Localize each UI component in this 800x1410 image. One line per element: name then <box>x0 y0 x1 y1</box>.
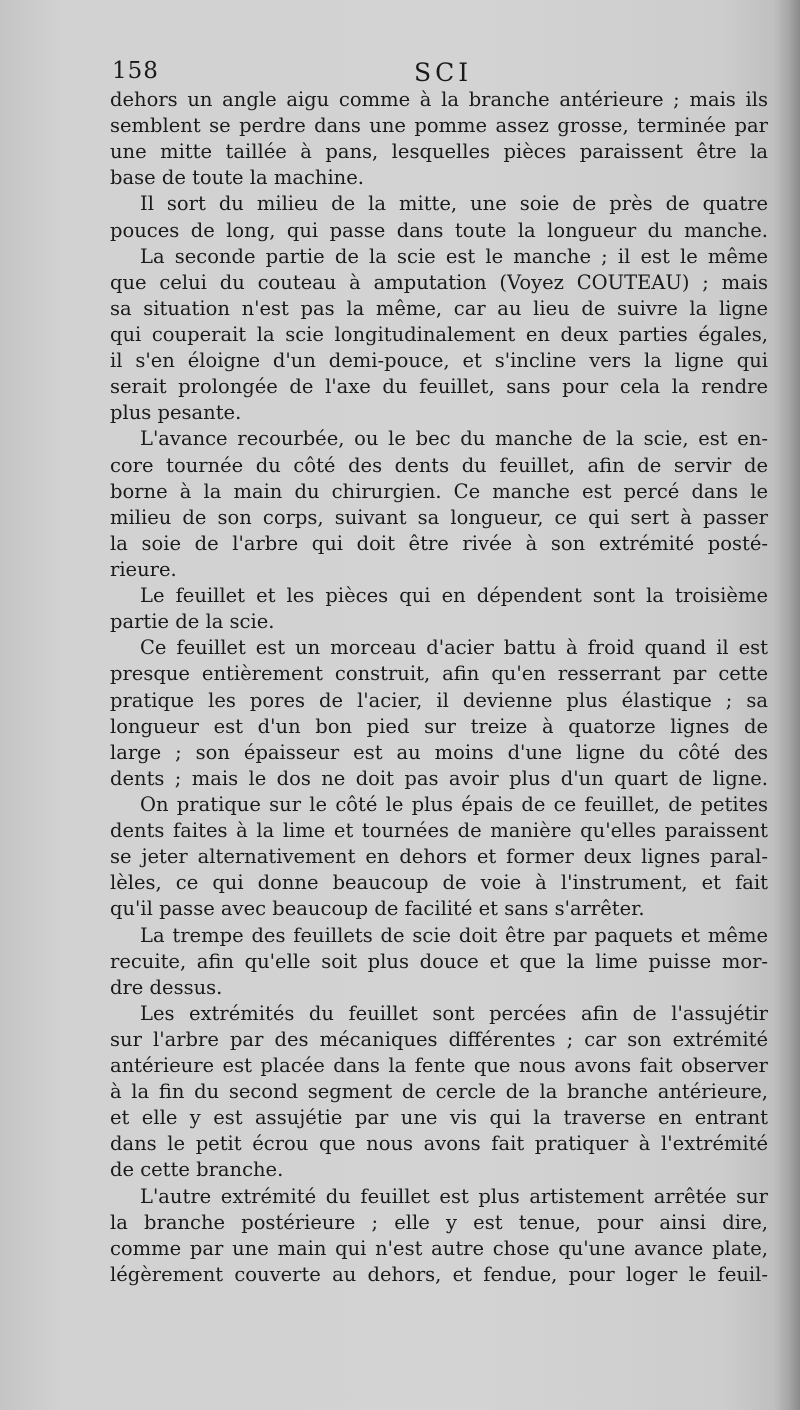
text-line: lèles, ce qui donne beaucoup de voie à l'instrument, et fait <box>110 871 768 895</box>
text-line: Les extrémités du feuillet sont percées afin de l'assujétir <box>140 1001 768 1025</box>
text-line: L'avance recourbée, ou le bec du manche de la scie, est en- <box>140 427 768 451</box>
text-line: de cette branche. <box>110 1158 284 1182</box>
text-line: une mitte taillée à pans, lesquelles pièces paraissent être la <box>110 140 768 164</box>
text-line: il s'en éloigne d'un demi-pouce, et s'incline vers la ligne qui <box>110 349 768 373</box>
text-line: borne à la main du chirurgien. Ce manche est percé dans le <box>110 479 768 503</box>
text-line: semblent se perdre dans une pomme assez grosse, terminée par <box>110 114 768 138</box>
text-line: Il sort du milieu de la mitte, une soie de près de quatre <box>140 192 768 216</box>
text-line: pratique les pores de l'acier, il devienne plus élastique ; sa <box>110 688 768 712</box>
text-line: se jeter alternativement en dehors et former deux lignes paral- <box>110 845 768 869</box>
text-line: sur l'arbre par des mécaniques différentes ; car son extrémité <box>110 1027 768 1051</box>
text-line: milieu de son corps, suivant sa longueur, ce qui sert à passer <box>110 505 768 529</box>
text-line: comme par une main qui n'est autre chose qu'une avance plate, <box>110 1236 768 1260</box>
text-line: dre dessus. <box>110 975 223 999</box>
text-line: pouces de long, qui passe dans toute la longueur du manche. <box>110 218 768 242</box>
text-line: dehors un angle aigu comme à la branche antérieure ; mais ils <box>110 88 768 111</box>
running-head: SCI <box>414 58 473 87</box>
text-line: base de toute la machine. <box>110 166 364 190</box>
text-line: large ; son épaisseur est au moins d'une ligne du côté des <box>110 740 768 764</box>
text-line: serait prolongée de l'axe du feuillet, sans pour cela la rendre <box>110 375 768 399</box>
text-line: recuite, afin qu'elle soit plus douce et que la lime puisse mor- <box>110 949 768 973</box>
text-line: La trempe des feuillets de scie doit être par paquets et même <box>140 923 768 947</box>
text-line: à la fin du second segment de cercle de la branche antérieure, <box>110 1080 768 1104</box>
text-line: On pratique sur le côté le plus épais de ce feuillet, de petites <box>140 792 768 816</box>
text-line: longueur est d'un bon pied sur treize à quatorze lignes de <box>110 714 768 738</box>
text-line: légèrement couverte au dehors, et fendue, pour loger le feuil- <box>110 1262 768 1286</box>
text-line: presque entièrement construit, afin qu'en resserrant par cette <box>110 662 768 686</box>
text-line: rieure. <box>110 557 177 581</box>
text-line: core tournée du côté des dents du feuillet, afin de servir de <box>110 453 768 477</box>
page-gutter-shadow <box>774 0 800 1410</box>
text-line: et elle y est assujétie par une vis qui la traverse en entrant <box>110 1106 768 1130</box>
text-line: La seconde partie de la scie est le manche ; il est le même <box>140 244 768 268</box>
text-line: dents ; mais le dos ne doit pas avoir plus d'un quart de ligne. <box>110 766 768 790</box>
text-line: que celui du couteau à amputation (Voyez COUTEAU) ; mais <box>110 270 768 294</box>
text-line: L'autre extrémité du feuillet est plus artistement arrêtée sur <box>140 1184 768 1208</box>
text-line: qui couperait la scie longitudinalement en deux parties égales, <box>110 322 768 346</box>
body-text <box>110 87 768 1288</box>
text-line: partie de la scie. <box>110 610 275 634</box>
text-line: plus pesante. <box>110 401 242 425</box>
text-line: antérieure est placée dans la fente que nous avons fait observer <box>110 1054 768 1078</box>
text-line: dents faites à la lime et tournées de manière qu'elles paraissent <box>110 819 768 843</box>
text-line: Ce feuillet est un morceau d'acier battu à froid quand il est <box>140 636 768 660</box>
text-line: sa situation n'est pas la même, car au lieu de suivre la ligne <box>110 296 768 320</box>
text-line: qu'il passe avec beaucoup de facilité et sans s'arrêter. <box>110 897 645 921</box>
text-line: la branche postérieure ; elle y est tenue, pour ainsi dire, <box>110 1210 768 1234</box>
text-line: la soie de l'arbre qui doit être rivée à son extrémité posté- <box>110 531 768 555</box>
text-line: dans le petit écrou que nous avons fait pratiquer à l'extrémité <box>110 1132 768 1156</box>
text-line: Le feuillet et les pièces qui en dépendent sont la troisième <box>140 584 768 608</box>
page-number: 158 <box>112 58 159 84</box>
page-header <box>112 58 768 90</box>
